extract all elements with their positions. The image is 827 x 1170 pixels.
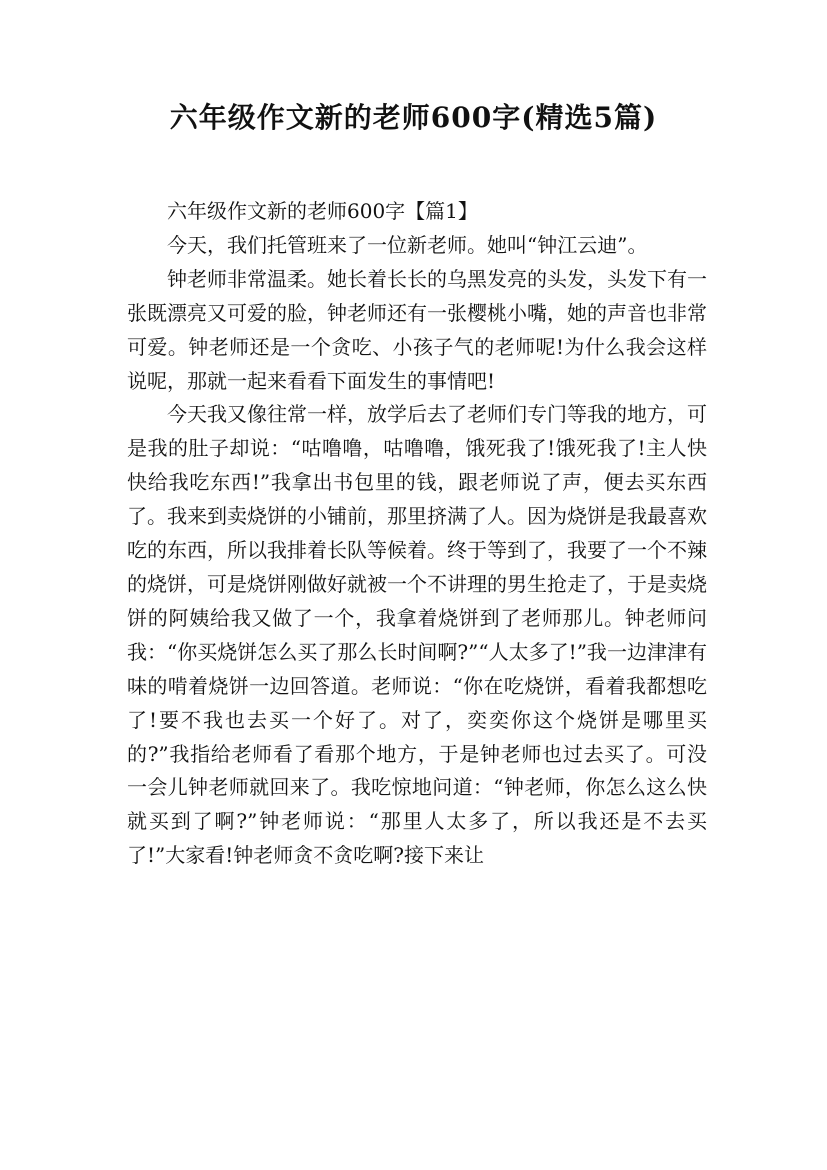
paragraph: 钟老师非常温柔。她长着长长的乌黑发亮的头发，头发下有一张既漂亮又可爱的脸，钟老师还有一张樱桃小嘴，她的声音也非常可爱。钟老师还是一个贪吃、小孩子气的老师呢!为什么我会这样说呢，那就一起来看看下面发生的事情吧! <box>127 266 707 393</box>
document-body <box>127 195 707 873</box>
paragraph: 今天我又像往常一样，放学后去了老师们专门等我的地方，可是我的肚子却说：“咕噜噜，咕噜噜，饿死我了!饿死我了!主人快快给我吃东西!”我拿出书包里的钱，跟老师说了声，便去买东西了。我来到卖烧饼的小铺前，那里挤满了人。因为烧饼是我最喜欢吃的东西，所以我排着长队等候着。终于等到了，我要了一个不辣的烧饼，可是烧饼刚做好就被一个不讲理的男生抢走了，于是卖烧饼的阿姨给我又做了一个，我拿着烧饼到了老师那儿。钟老师问我：“你买烧饼怎么买了那么长时间啊?”“人太多了!”我一边津津有味的啃着烧饼一边回答道。老师说：“你在吃烧饼，看着我都想吃了!要不我也去买一个好了。对了，奕奕你这个烧饼是哪里买的?”我指给老师看了看那个地方，于是钟老师也过去买了。可没一会儿钟老师就回来了。我吃惊地问道：“钟老师，你怎么这么快就买到了啊?”钟老师说：“那里人太多了，所以我还是不去买了!”大家看!钟老师贪不贪吃啊?接下来让 <box>127 402 707 868</box>
document-title: 六年级作文新的老师600字(精选5篇) <box>169 101 658 134</box>
paragraph: 今天，我们托管班来了一位新老师。她叫“钟江云迪”。 <box>167 232 648 257</box>
section-heading: 六年级作文新的老师600字【篇1】 <box>167 199 478 223</box>
